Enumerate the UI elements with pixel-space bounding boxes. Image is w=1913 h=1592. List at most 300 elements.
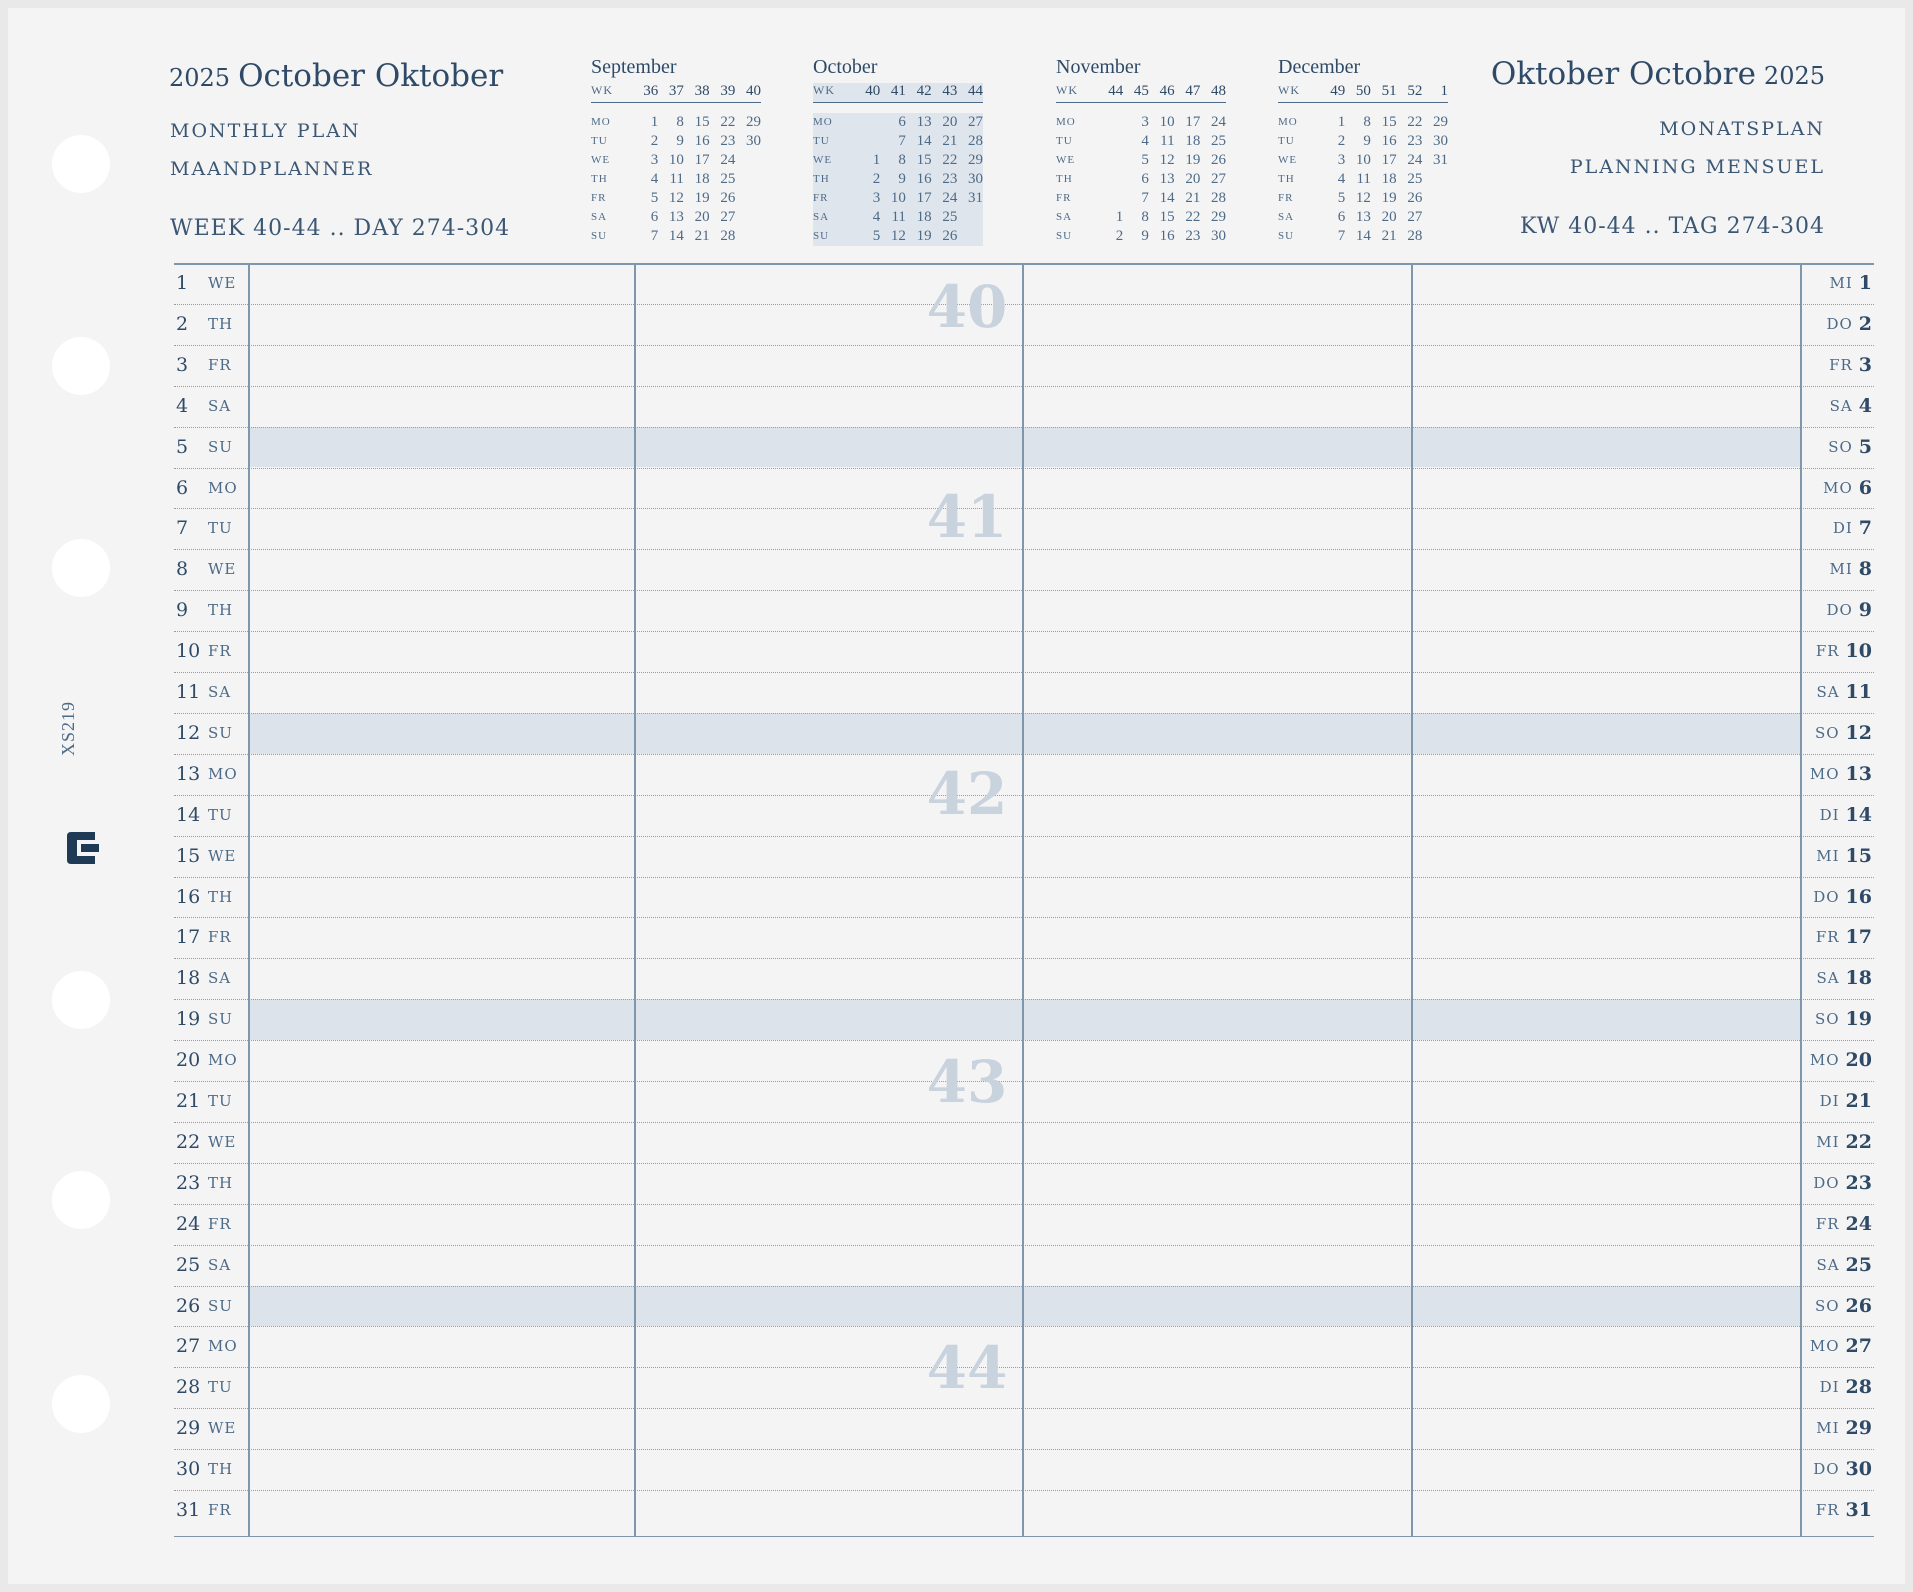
mini-calendar-days xyxy=(591,113,761,246)
day-number: 17 xyxy=(1185,114,1201,130)
weekday-en: FR xyxy=(208,928,232,947)
day-number: 14 xyxy=(176,803,201,826)
subtitle-monatsplan: MONATSPLAN xyxy=(1659,118,1825,140)
day-label-left xyxy=(176,917,246,957)
day-number: 19 xyxy=(1381,190,1397,206)
day-number: 27 xyxy=(1407,209,1423,225)
day-number: 4 xyxy=(1337,171,1346,187)
mini-calendar-day-row xyxy=(813,227,983,246)
mini-calendar-day-row xyxy=(1278,132,1448,151)
year-right: 2025 xyxy=(1763,62,1825,90)
mini-calendar-day-row xyxy=(591,132,761,151)
day-label-right xyxy=(1798,1367,1872,1407)
weekday-de: SO xyxy=(1828,437,1853,456)
day-row-line xyxy=(174,958,1874,959)
week-label: WK xyxy=(1278,83,1300,97)
day-number: 11 xyxy=(1845,681,1872,703)
day-number: 27 xyxy=(176,1335,201,1358)
day-number: 25 xyxy=(720,171,736,187)
day-number: 21 xyxy=(1381,228,1397,244)
mini-calendar-month-name: September xyxy=(591,56,677,78)
day-number: 6 xyxy=(176,476,189,499)
day-row-line xyxy=(174,999,1874,1000)
day-number: 10 xyxy=(176,640,201,663)
day-number: 22 xyxy=(942,152,958,168)
day-number: 4 xyxy=(650,171,659,187)
weekday-label: TH xyxy=(1278,173,1295,185)
day-number: 8 xyxy=(1141,209,1149,225)
mini-calendar-day-row xyxy=(813,170,983,189)
day-number: 10 xyxy=(668,152,684,168)
grid-bottom-rule xyxy=(174,1536,1874,1538)
day-number: 26 xyxy=(1407,190,1423,206)
day-number: 21 xyxy=(1185,190,1201,206)
weekday-en: TU xyxy=(208,519,233,538)
day-number: 19 xyxy=(1185,152,1201,168)
day-number: 19 xyxy=(916,228,932,244)
day-number: 15 xyxy=(1845,844,1872,867)
weekday-de: FR xyxy=(1815,642,1840,661)
day-number: 15 xyxy=(694,114,710,130)
day-number xyxy=(1422,170,1448,189)
day-number: 22 xyxy=(176,1130,201,1153)
day-label-right xyxy=(1798,1286,1872,1326)
weekday-label: FR xyxy=(813,192,829,204)
day-number: 23 xyxy=(942,171,958,187)
column-divider xyxy=(248,263,250,1537)
week-number-watermark: 44 xyxy=(926,1334,1008,1402)
day-label-left xyxy=(176,508,246,548)
mini-calendar-day-row xyxy=(1056,151,1226,170)
mini-calendar-week-row xyxy=(1056,83,1226,103)
day-label-right xyxy=(1798,754,1872,794)
day-label-right xyxy=(1798,672,1872,712)
day-number: 30 xyxy=(746,133,762,149)
day-number: 6 xyxy=(650,209,659,225)
day-label-left xyxy=(176,958,246,998)
day-row-line xyxy=(174,1163,1874,1164)
day-number: 5 xyxy=(1337,190,1346,206)
page-title-left xyxy=(169,58,503,94)
day-number: 3 xyxy=(1141,114,1149,130)
day-row-line xyxy=(174,1122,1874,1123)
weekday-de: DI xyxy=(1819,805,1840,824)
day-label-right xyxy=(1798,1245,1872,1285)
day-label-left xyxy=(176,304,246,344)
day-number: 6 xyxy=(898,114,906,130)
day-number: 13 xyxy=(916,114,932,130)
day-number: 7 xyxy=(650,228,659,244)
mini-calendar-day-row xyxy=(591,227,761,246)
day-number: 19 xyxy=(176,1008,201,1031)
day-label-left xyxy=(176,1408,246,1448)
day-number: 13 xyxy=(668,209,684,225)
mini-calendar-day-row xyxy=(1056,208,1226,227)
mini-calendar-days xyxy=(1056,113,1226,246)
month-title-right: Oktober Octobre xyxy=(1490,56,1756,92)
weekday-label: SA xyxy=(591,211,608,223)
day-number: 9 xyxy=(898,171,906,187)
weekday-en: WE xyxy=(208,1132,237,1151)
week-number: 51 xyxy=(1381,83,1397,99)
weekday-en: FR xyxy=(208,1214,232,1233)
day-number xyxy=(1098,113,1124,132)
weekday-en: TH xyxy=(208,601,234,620)
week-number: 46 xyxy=(1159,83,1175,99)
day-number: 12 xyxy=(1355,190,1371,206)
day-number: 17 xyxy=(916,190,932,206)
day-number: 25 xyxy=(1407,171,1423,187)
day-number: 17 xyxy=(1845,926,1872,949)
day-number: 2 xyxy=(872,171,881,187)
column-divider xyxy=(1022,263,1024,1537)
day-number: 2 xyxy=(1337,133,1346,149)
day-number: 9 xyxy=(176,599,189,622)
day-number: 5 xyxy=(176,435,189,458)
weekday-de: DO xyxy=(1813,1173,1840,1192)
day-number xyxy=(735,151,761,170)
day-label-left xyxy=(176,590,246,630)
day-number: 24 xyxy=(1407,152,1423,168)
day-number: 28 xyxy=(176,1376,201,1399)
mini-calendar-week-row xyxy=(813,83,983,103)
binder-hole xyxy=(52,1171,110,1229)
day-number: 27 xyxy=(1845,1335,1872,1358)
day-number: 20 xyxy=(1845,1049,1872,1072)
day-number: 3 xyxy=(176,353,189,376)
day-label-left xyxy=(176,468,246,508)
weekday-de: FR xyxy=(1815,1214,1840,1233)
weekday-label: SA xyxy=(813,211,830,223)
day-number: 11 xyxy=(669,171,684,187)
day-number: 23 xyxy=(176,1171,201,1194)
day-number: 31 xyxy=(1845,1499,1872,1521)
day-number: 4 xyxy=(872,209,881,225)
day-number: 28 xyxy=(1845,1376,1872,1399)
week-number: 43 xyxy=(942,83,958,99)
day-number: 26 xyxy=(942,228,958,244)
weekday-en: SU xyxy=(208,723,233,742)
day-label-left xyxy=(176,1490,246,1530)
day-number: 6 xyxy=(1858,476,1872,499)
weekday-de: DO xyxy=(1826,314,1853,333)
mini-calendar-september xyxy=(591,56,761,246)
day-number: 29 xyxy=(968,152,984,168)
day-row-line xyxy=(174,631,1874,632)
day-label-right xyxy=(1798,1081,1872,1121)
day-number: 12 xyxy=(890,228,906,244)
weekday-en: TH xyxy=(208,887,234,906)
weekday-label: SA xyxy=(1056,211,1073,223)
mini-calendar-november xyxy=(1056,56,1226,246)
day-number: 29 xyxy=(1211,209,1227,225)
day-number: 2 xyxy=(650,133,659,149)
weekday-label: SU xyxy=(813,230,830,242)
day-row-line xyxy=(174,713,1874,714)
mini-calendar-december xyxy=(1278,56,1448,246)
weekday-label: FR xyxy=(591,192,607,204)
day-number xyxy=(735,208,761,227)
day-number: 21 xyxy=(176,1090,201,1112)
day-row-line xyxy=(174,1245,1874,1246)
weekday-en: SA xyxy=(208,969,232,988)
grid-top-rule xyxy=(174,263,1874,265)
column-divider xyxy=(634,263,636,1537)
day-number: 28 xyxy=(1211,190,1227,206)
weekday-de: FR xyxy=(1815,1501,1840,1519)
day-number xyxy=(1422,208,1448,227)
weekday-de: SA xyxy=(1816,683,1840,701)
day-label-right xyxy=(1798,795,1872,835)
day-label-right xyxy=(1798,713,1872,753)
sunday-band xyxy=(248,1286,1800,1327)
weekday-en: SU xyxy=(208,437,233,456)
day-label-left xyxy=(176,1204,246,1244)
day-number: 3 xyxy=(872,190,881,206)
mini-calendar-day-row xyxy=(591,170,761,189)
day-number: 29 xyxy=(746,114,762,130)
day-number: 2 xyxy=(1115,228,1124,244)
mini-calendar-month-name: October xyxy=(813,56,878,78)
week-number: 40 xyxy=(746,83,762,99)
day-number: 2 xyxy=(1858,312,1872,335)
day-number: 17 xyxy=(1381,152,1397,168)
day-number: 19 xyxy=(1845,1008,1872,1031)
week-number: 42 xyxy=(916,83,932,99)
day-row-line xyxy=(174,1081,1874,1082)
day-number: 23 xyxy=(1845,1171,1872,1194)
weekday-label: MO xyxy=(1278,116,1298,128)
day-number: 7 xyxy=(898,133,906,149)
day-label-left xyxy=(176,1286,246,1326)
weekday-en: TH xyxy=(208,1173,234,1192)
day-label-right xyxy=(1798,386,1872,426)
day-number: 28 xyxy=(720,228,736,244)
day-number: 31 xyxy=(968,190,984,206)
day-row-line xyxy=(174,549,1874,550)
day-number: 24 xyxy=(942,190,958,206)
day-number: 25 xyxy=(1211,133,1227,149)
week-label: WK xyxy=(813,83,835,97)
mini-calendar-october xyxy=(813,56,983,246)
column-divider xyxy=(1800,263,1802,1537)
binder-hole xyxy=(52,971,110,1029)
weekday-de: MI xyxy=(1829,560,1853,579)
day-label-left xyxy=(176,672,246,712)
weekday-en: WE xyxy=(208,1419,237,1438)
day-number: 26 xyxy=(720,190,736,206)
day-number: 15 xyxy=(916,152,932,168)
weekday-de: MO xyxy=(1809,1337,1840,1356)
day-row-line xyxy=(174,345,1874,346)
mini-calendar-month-name: December xyxy=(1278,56,1361,78)
weekday-en: TU xyxy=(208,1092,233,1110)
weekday-de: DI xyxy=(1819,1092,1840,1110)
day-label-left xyxy=(176,345,246,385)
day-number: 19 xyxy=(694,190,710,206)
day-number: 22 xyxy=(1407,114,1423,130)
weekday-de: DI xyxy=(1832,519,1853,538)
day-number: 13 xyxy=(1159,171,1175,187)
day-number: 23 xyxy=(1185,228,1201,244)
day-number: 18 xyxy=(694,171,710,187)
day-number: 21 xyxy=(694,228,710,244)
weekday-de: MO xyxy=(1809,1051,1840,1070)
week-number-watermark: 41 xyxy=(926,483,1008,551)
day-number: 9 xyxy=(1363,133,1371,149)
day-number xyxy=(957,208,983,227)
day-label-right xyxy=(1798,999,1872,1039)
weekday-en: SA xyxy=(208,1255,232,1274)
day-label-left xyxy=(176,795,246,835)
binder-hole xyxy=(52,135,110,193)
day-number: 18 xyxy=(1185,133,1201,149)
mini-calendar-day-row xyxy=(1056,170,1226,189)
day-number: 5 xyxy=(872,228,881,244)
mini-calendar-day-row xyxy=(813,151,983,170)
day-number: 4 xyxy=(176,394,189,417)
day-label-right xyxy=(1798,1408,1872,1448)
day-number: 30 xyxy=(1433,133,1449,149)
day-number xyxy=(735,227,761,246)
day-label-left xyxy=(176,549,246,589)
day-label-right xyxy=(1798,877,1872,917)
day-number: 16 xyxy=(176,885,201,908)
day-number: 13 xyxy=(1355,209,1371,225)
day-number: 8 xyxy=(898,152,906,168)
mini-calendar-day-row xyxy=(1056,189,1226,208)
day-number: 18 xyxy=(176,967,201,990)
day-number: 22 xyxy=(1185,209,1201,225)
subtitle-planning-mensuel: PLANNING MENSUEL xyxy=(1569,156,1825,178)
day-label-right xyxy=(1798,263,1872,303)
day-number: 11 xyxy=(176,681,201,703)
day-number: 18 xyxy=(1845,967,1872,990)
day-row-line xyxy=(174,427,1874,428)
day-number: 28 xyxy=(1407,228,1423,244)
mini-calendar-week-row xyxy=(1278,83,1448,103)
day-number: 14 xyxy=(668,228,684,244)
day-number: 22 xyxy=(720,114,736,130)
binder-hole xyxy=(52,337,110,395)
day-number: 20 xyxy=(694,209,710,225)
day-row-line xyxy=(174,1326,1874,1327)
weekday-de: FR xyxy=(1829,355,1853,374)
weekday-label: MO xyxy=(591,116,611,128)
week-label: WK xyxy=(1056,83,1078,97)
sunday-band xyxy=(248,999,1800,1040)
day-number: 4 xyxy=(1858,394,1872,417)
weekday-label: TU xyxy=(591,135,608,147)
mini-calendar-day-row xyxy=(813,189,983,208)
weekday-label: TU xyxy=(1278,135,1295,147)
day-number: 28 xyxy=(968,133,984,149)
day-number: 6 xyxy=(1141,171,1149,187)
day-number: 1 xyxy=(176,272,189,294)
mini-calendar-day-row xyxy=(591,189,761,208)
week-number: 52 xyxy=(1407,83,1423,99)
day-number xyxy=(735,170,761,189)
day-number: 7 xyxy=(1858,517,1872,540)
day-number: 7 xyxy=(176,517,189,540)
week-day-range-right: KW 40-44 .. TAG 274-304 xyxy=(1520,214,1825,239)
weekday-de: DO xyxy=(1826,601,1853,620)
day-number: 21 xyxy=(1845,1090,1872,1112)
weekday-en: FR xyxy=(208,642,232,661)
weekday-de: SO xyxy=(1814,1010,1840,1029)
weekday-en: TH xyxy=(208,314,234,333)
day-number: 10 xyxy=(1159,114,1175,130)
week-number: 45 xyxy=(1133,83,1149,99)
weekday-en: MO xyxy=(208,478,238,497)
day-number: 14 xyxy=(1159,190,1175,206)
weekday-de: SO xyxy=(1814,723,1840,742)
day-row-line xyxy=(174,917,1874,918)
day-number xyxy=(1098,170,1124,189)
day-number xyxy=(957,227,983,246)
week-number: 44 xyxy=(1108,83,1124,99)
day-label-left xyxy=(176,1081,246,1121)
day-label-left xyxy=(176,1326,246,1366)
weekday-en: WE xyxy=(208,560,237,579)
day-row-line xyxy=(174,1408,1874,1409)
day-number: 5 xyxy=(1858,435,1872,458)
day-number: 4 xyxy=(1141,133,1149,149)
day-number: 8 xyxy=(1363,114,1371,130)
weekday-de: SA xyxy=(1816,1255,1840,1274)
day-number: 23 xyxy=(1407,133,1423,149)
column-divider xyxy=(1411,263,1413,1537)
mini-calendar-day-row xyxy=(591,151,761,170)
day-label-left xyxy=(176,1040,246,1080)
page-title-right xyxy=(1491,56,1825,92)
day-row-line xyxy=(174,754,1874,755)
day-number: 13 xyxy=(176,762,201,785)
day-label-right xyxy=(1798,549,1872,589)
week-number-watermark: 40 xyxy=(926,273,1008,341)
day-number: 24 xyxy=(1211,114,1227,130)
day-row-line xyxy=(174,795,1874,796)
month-title-left: October Oktober xyxy=(238,58,504,94)
weekday-label: WE xyxy=(591,154,611,166)
day-number: 26 xyxy=(176,1294,201,1317)
weekday-de: MI xyxy=(1829,274,1853,292)
day-number: 30 xyxy=(176,1458,201,1481)
day-number: 25 xyxy=(1845,1253,1872,1276)
mini-calendar-days xyxy=(813,113,983,246)
day-number: 11 xyxy=(1160,133,1175,149)
day-number: 1 xyxy=(650,114,659,130)
day-label-right xyxy=(1798,590,1872,630)
week-day-range-left: WEEK 40-44 .. DAY 274-304 xyxy=(170,216,511,241)
weekday-de: DO xyxy=(1813,1460,1840,1479)
weekday-label: TH xyxy=(591,173,608,185)
weekday-label: FR xyxy=(1056,192,1072,204)
day-number: 1 xyxy=(872,152,881,168)
weekday-label: TU xyxy=(813,135,830,147)
day-number: 3 xyxy=(1337,152,1346,168)
weekday-en: MO xyxy=(208,764,238,783)
day-number: 25 xyxy=(176,1253,201,1276)
day-number: 6 xyxy=(1337,209,1346,225)
day-number: 23 xyxy=(720,133,736,149)
day-number: 26 xyxy=(1211,152,1227,168)
day-row-line xyxy=(174,508,1874,509)
planner-page xyxy=(8,8,1905,1584)
week-number: 44 xyxy=(968,83,984,99)
day-label-left xyxy=(176,754,246,794)
day-label-right xyxy=(1798,1326,1872,1366)
